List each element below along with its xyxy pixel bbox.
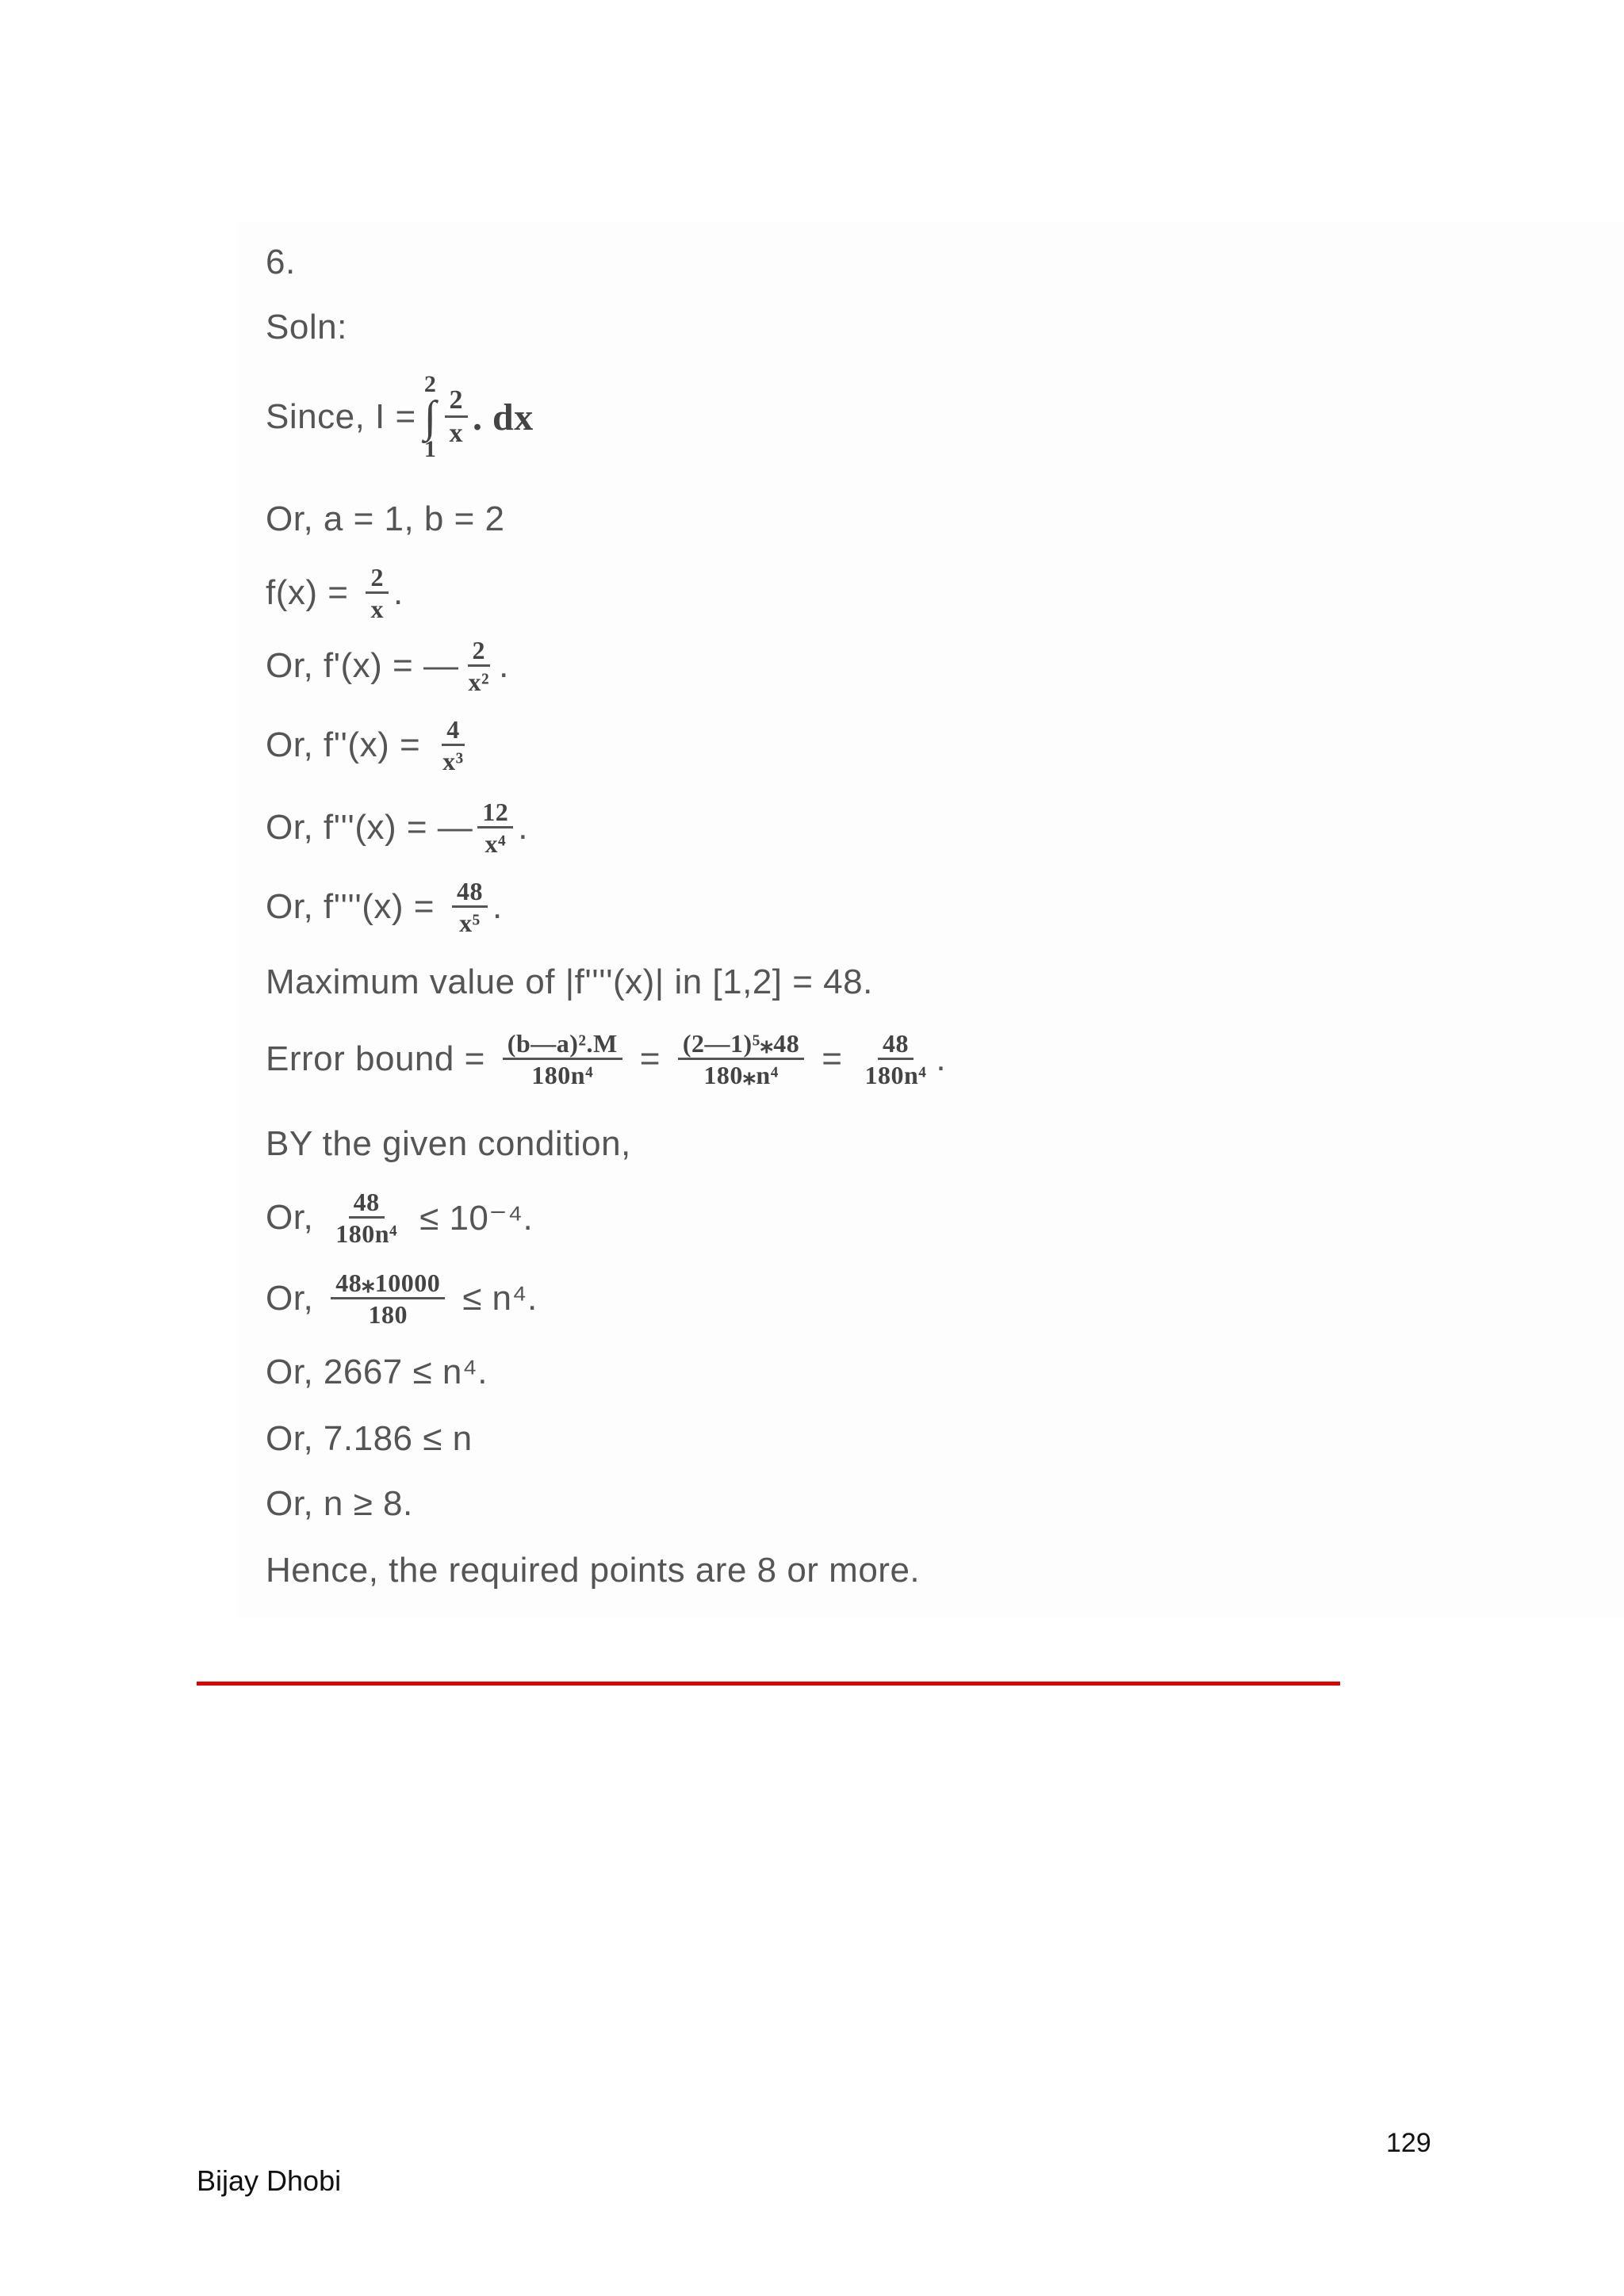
section-divider <box>197 1682 1340 1686</box>
given-condition-line: BY the given condition, <box>266 1124 631 1163</box>
c2-rhs: ≤ n⁴. <box>462 1279 538 1318</box>
f4-fraction <box>452 878 488 936</box>
f2-fraction <box>438 717 469 774</box>
error-bound-general-fraction <box>503 1031 622 1088</box>
f1-line: Or, f'(x) = — $\frac{2}{\text{x²}}$ . <box>266 636 509 696</box>
fx-label: f(x) = <box>266 573 349 612</box>
fx-line: f(x) = $\frac{2}{x}$ . <box>266 563 404 623</box>
f1-label: Or, f'(x) = — <box>266 646 459 685</box>
error-bound-line: Error bound = $\frac{\text{(b—a)².M}}{\text{180n⁴}}$ = $\frac{\text{(2—1)⁵⁎48}}{\text{180⁎n⁴}}$ = $\frac{48}{\text{180n⁴}}$ . <box>266 1029 947 1089</box>
f3-numerator: 12 <box>477 799 513 828</box>
f4-numerator: 48 <box>452 878 488 908</box>
integrand-denominator: x <box>449 419 464 448</box>
f4-line: Or, f''''(x) = $\frac{48}{\text{x⁵}}$ . <box>266 877 503 937</box>
f3-fraction <box>477 799 513 856</box>
integral-lower-limit: 1 <box>423 436 437 462</box>
f2-line <box>266 717 473 774</box>
f2-label: Or, f''(x) = <box>266 725 421 764</box>
eb1-numerator: (b—a)².M <box>503 1031 622 1060</box>
f1-denominator: x² <box>468 668 490 696</box>
c2-fraction <box>331 1270 445 1327</box>
integral-symbol: ∫ <box>423 392 437 442</box>
condition-3-line: Or, 2667 ≤ n⁴. <box>266 1353 488 1391</box>
condition-4-line: Or, 7.186 ≤ n <box>266 1419 473 1458</box>
f1-numerator: 2 <box>468 637 491 667</box>
f3-line: Or, f'''(x) = — $\frac{12}{\text{x⁴}}$ . <box>266 798 529 858</box>
integral-line <box>266 373 534 461</box>
eb3-numerator: 48 <box>878 1031 914 1060</box>
error-bound-label: Error bound = <box>266 1039 485 1078</box>
eb1-denominator: 180n⁴ <box>531 1061 594 1089</box>
max-value-line: Maximum value of |f''''(x)| in [1,2] = 48. <box>266 962 873 1001</box>
condition-5-line: Or, n ≥ 8. <box>266 1484 413 1523</box>
fx-numerator: 2 <box>366 564 389 594</box>
conclusion-line: Hence, the required points are 8 or more. <box>266 1551 921 1590</box>
f2-numerator: 4 <box>442 717 465 746</box>
soln-heading: Soln: <box>266 308 347 346</box>
error-bound-simplified-fraction <box>860 1031 932 1088</box>
f2-denominator: x³ <box>442 747 464 775</box>
limits-line: Or, a = 1, b = 2 <box>266 499 505 538</box>
condition-2-line <box>266 1270 538 1327</box>
c1-prefix: Or, <box>266 1198 314 1237</box>
eb2-denominator: 180⁎n⁴ <box>703 1061 779 1089</box>
integral-tail: . dx <box>473 396 534 438</box>
footer-author: Bijay Dhobi <box>197 2164 342 2197</box>
c1-denominator: 180n⁴ <box>335 1219 398 1248</box>
c2-prefix: Or, <box>266 1279 314 1318</box>
fx-denominator: x <box>370 595 384 623</box>
page-number: 129 <box>1386 2128 1431 2158</box>
c1-rhs: ≤ 10⁻⁴. <box>419 1198 534 1238</box>
integral-upper-limit: 2 <box>423 371 437 397</box>
integrand-fraction <box>445 387 469 447</box>
error-bound-substituted-fraction <box>678 1031 804 1088</box>
condition-1-line <box>266 1189 533 1246</box>
c2-numerator: 48⁎10000 <box>331 1270 445 1299</box>
f4-denominator: x⁵ <box>459 909 481 937</box>
c1-fraction <box>331 1189 402 1246</box>
since-label: Since, I = <box>266 397 416 436</box>
integrand-numerator: 2 <box>445 387 469 418</box>
f1-fraction <box>463 637 494 695</box>
eb2-numerator: (2—1)⁵⁎48 <box>678 1031 804 1060</box>
eb3-denominator: 180n⁴ <box>864 1061 927 1089</box>
f3-denominator: x⁴ <box>485 829 507 858</box>
f3-label: Or, f'''(x) = — <box>266 808 473 847</box>
f4-label: Or, f''''(x) = <box>266 887 435 926</box>
problem-number: 6. <box>266 243 296 281</box>
c1-numerator: 48 <box>349 1189 385 1219</box>
fx-fraction <box>366 564 389 622</box>
c2-denominator: 180 <box>368 1300 408 1329</box>
integral-sign <box>424 373 437 461</box>
